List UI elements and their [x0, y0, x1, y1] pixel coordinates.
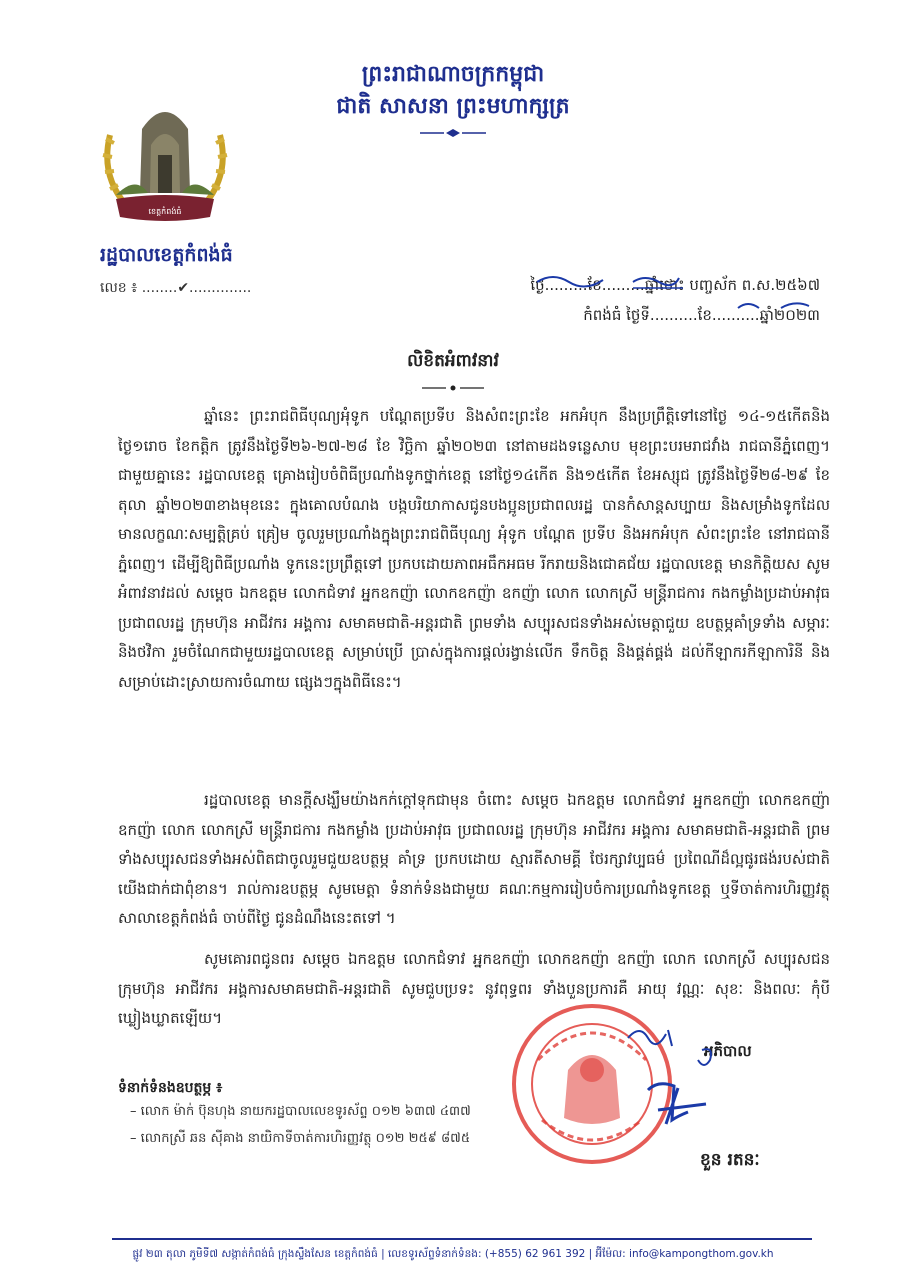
handwritten-date-marks [533, 270, 833, 310]
kingdom-line1: ព្រះរាជាណាចក្រកម្ពុជា [361, 61, 545, 87]
provincial-emblem-logo [96, 95, 234, 227]
contact-item: – លោកស្រី ឆន ស៊ីគាង នាយិកាទីចាត់ការហិរញ្ញវត្ថុ ០១២ ២៥៩ ៨៧៥ [130, 1131, 471, 1146]
issuing-administration: រដ្ឋបាលខេត្តកំពង់ធំ [100, 244, 233, 266]
body-paragraph-blessing: សូមគោរពជូនពរ សម្ដេច ឯកឧត្ដម លោកជំទាវ អ្នកឧកញ៉ា លោកឧកញ៉ា ឧកញ៉ា លោក លោកស្រី សប្បុរសជន ក្រុមហ៊ុន អាជីវករ អង្គការសមាគមជាតិ-អន្តរជាតិ សូមជួបប្រទះ នូវពុទ្ធពរ ទាំងបួនប្រការគឺ អាយុ វណ្ណៈ សុខៈ និងពលៈ កុំបីឃ្លៀងឃ្លាតឡើយ។ [118, 950, 830, 1027]
body-paragraph-appeal: ឆ្នាំនេះ ព្រះរាជពិធីបុណ្យអុំទូក បណ្ដែតប្រទីប និងសំពះព្រះខែ អកអំបុក នឹងប្រព្រឹត្តិទៅនៅថ្ងៃ ១៤-១៥កើតនិងថ្ងៃ១រោច ខែកត្តិក ត្រូវនឹងថ្ងៃទី២៦-២៧-២៨ ខែ វិច្ឆិកា ឆ្នាំ២០២៣ នៅតាមដងទន្លេសាប មុខព្រះបរមរាជវាំង រាជធានីភ្នំពេញ។ ជាមួយគ្នានេះ រដ្ឋបាលខេត្ត គ្រោងរៀបចំពិធីប្រណាំងទូកថ្នាក់ខេត្ត នៅថ្ងៃ១៤កើត និង១៥កើត ខែអស្សុជ ត្រូវនឹងថ្ងៃទី២៨-២៩ ខែតុលា ឆ្នាំ២០២៣ខាងមុខនេះ ក្នុងគោលបំណង បង្កបរិយាកាសជូនបងប្អូនប្រជាពលរដ្ឋ បានកំសាន្តសប្បាយ និងសម្រាំងទូកដែលមានលក្ខណៈសម្បត្តិគ្រប់ គ្រៀម ចូលរួមប្រណាំងក្នុងព្រះរាជពិធីបុណ្យ អុំទូក បណ្ដែត ប្រទីប និងអកអំបុក សំពះព្រះខែ នៅរាជធានីភ្នំពេញ។ ដើម្បីឱ្យពិធីប្រណាំង ទូកនេះប្រព្រឹត្តទៅ ប្រកបដោយភាពអធឹកអធម រីករាយនិងជោគជ័យ រដ្ឋបាលខេត្ត មានកិត្តិយស សូមអំពាវនាវដល់ សម្ដេច ឯកឧត្ដម លោកជំទាវ អ្នកឧកញ៉ា លោកឧកញ៉ា ឧកញ៉ា លោក លោកស្រី មន្ត្រីរាជការ កងកម្លាំងប្រដាប់អាវុធ ប្រជាពលរដ្ឋ ក្រុមហ៊ុន អាជីវករ អង្គការ សមាគមជាតិ-អន្តរជាតិ ព្រមទាំង សប្បុរសជនទាំងអស់មេត្តាជួយ ឧបត្ថម្ភគាំទ្រទាំង សម្ភារៈ និងថវិកា រួមចំណែកជាមួយរដ្ឋបាលខេត្ត សម្រាប់ប្រើ ប្រាស់ក្នុងការផ្ដល់រង្វាន់លើក ទឹកចិត្ត និងផ្គត់ផ្គង់ ដល់កីឡាករកីឡាការិនី និងសម្រាប់ដោះស្រាយការចំណាយ ផ្សេងៗក្នុងពិធីនេះ។ [118, 407, 830, 691]
reference-number: លេខ ៖ ........✔.............. [100, 280, 252, 296]
body-paragraph-hope: រដ្ឋបាលខេត្ត មានក្តីសង្ឃឹមយ៉ាងកក់ក្ដៅទុកជាមុន ចំពោះ សម្ដេច ឯកឧត្ដម លោកជំទាវ អ្នកឧកញ៉ា លោកឧកញ៉ា ឧកញ៉ា លោក លោកស្រី មន្ត្រីរាជការ កងកម្លាំង ប្រដាប់អាវុធ ប្រជាពលរដ្ឋ ក្រុមហ៊ុន អាជីវករ អង្គការ សមាគមជាតិ-អន្តរជាតិ ព្រមទាំងសប្បុរសជនទាំងអស់ពិតជាចូលរួមជួយឧបត្ថម្ភ គាំទ្រ ប្រកបដោយ ស្មារតីសាមគ្គី ថែរក្សាវប្បធម៌ ប្រពៃណីដ៏ល្អផូរផង់របស់ជាតិយើងជាក់ជាពុំខាន។ រាល់ការឧបត្ថម្ភ សូមមេត្តា ទំនាក់ទំនងជាមួយ គណៈកម្មការរៀបចំការប្រណាំងទូកខេត្ត ឬទីចាត់ការហិរញ្ញវត្ថុសាលាខេត្តកំពង់ធំ ចាប់ពីថ្ងៃ ជូនដំណឹងនេះតទៅ ។ [118, 791, 830, 927]
contact-heading: ទំនាក់ទំនងឧបត្ថម្ភ ៖ [118, 1080, 223, 1096]
solar-date: កំពង់ធំ ថ្ងៃទី..........ខែ..........ឆ្នាំ២០២៣ [583, 306, 820, 324]
footer-address: ផ្លូវ ២៣ តុលា ភូមិទី៧ សង្កាត់កំពង់ធំ ក្រុងស្ទឹងសែន ខេត្តកំពង់ធំ | លេខទូរស័ព្ទទំនាក់ទំនង: (+855) 62 961 392 | អ៊ីម៉ែល: info@kampongthom.gov.kh [132, 1248, 774, 1260]
footer-divider [112, 1238, 812, 1240]
lunar-date: ថ្ងៃ.........ខែ.........ឆ្នាំថោះ បញ្ចស័ក ព.ស.២៥៦៧ [530, 276, 820, 294]
signer-title: អភិបាល [704, 1042, 752, 1060]
logo-caption: ខេត្តកំពង់ធំ [148, 207, 182, 216]
handwritten-signature [618, 1020, 728, 1140]
contact-item: – លោក ម៉ាក់ ប៊ុនហុង នាយករដ្ឋបាលលេខទូរស័ព្ទ ០១២ ៦៣៧ ៤៣៧ [130, 1104, 471, 1119]
title-divider-ornament [418, 384, 488, 392]
signer-name: ខួន រតនៈ [700, 1150, 760, 1170]
document-title: លិខិតអំពាវនាវ [407, 351, 499, 371]
heading-divider-ornament [418, 128, 488, 138]
kingdom-line2: ជាតិ សាសនា ព្រះមហាក្សត្រ [336, 93, 570, 119]
